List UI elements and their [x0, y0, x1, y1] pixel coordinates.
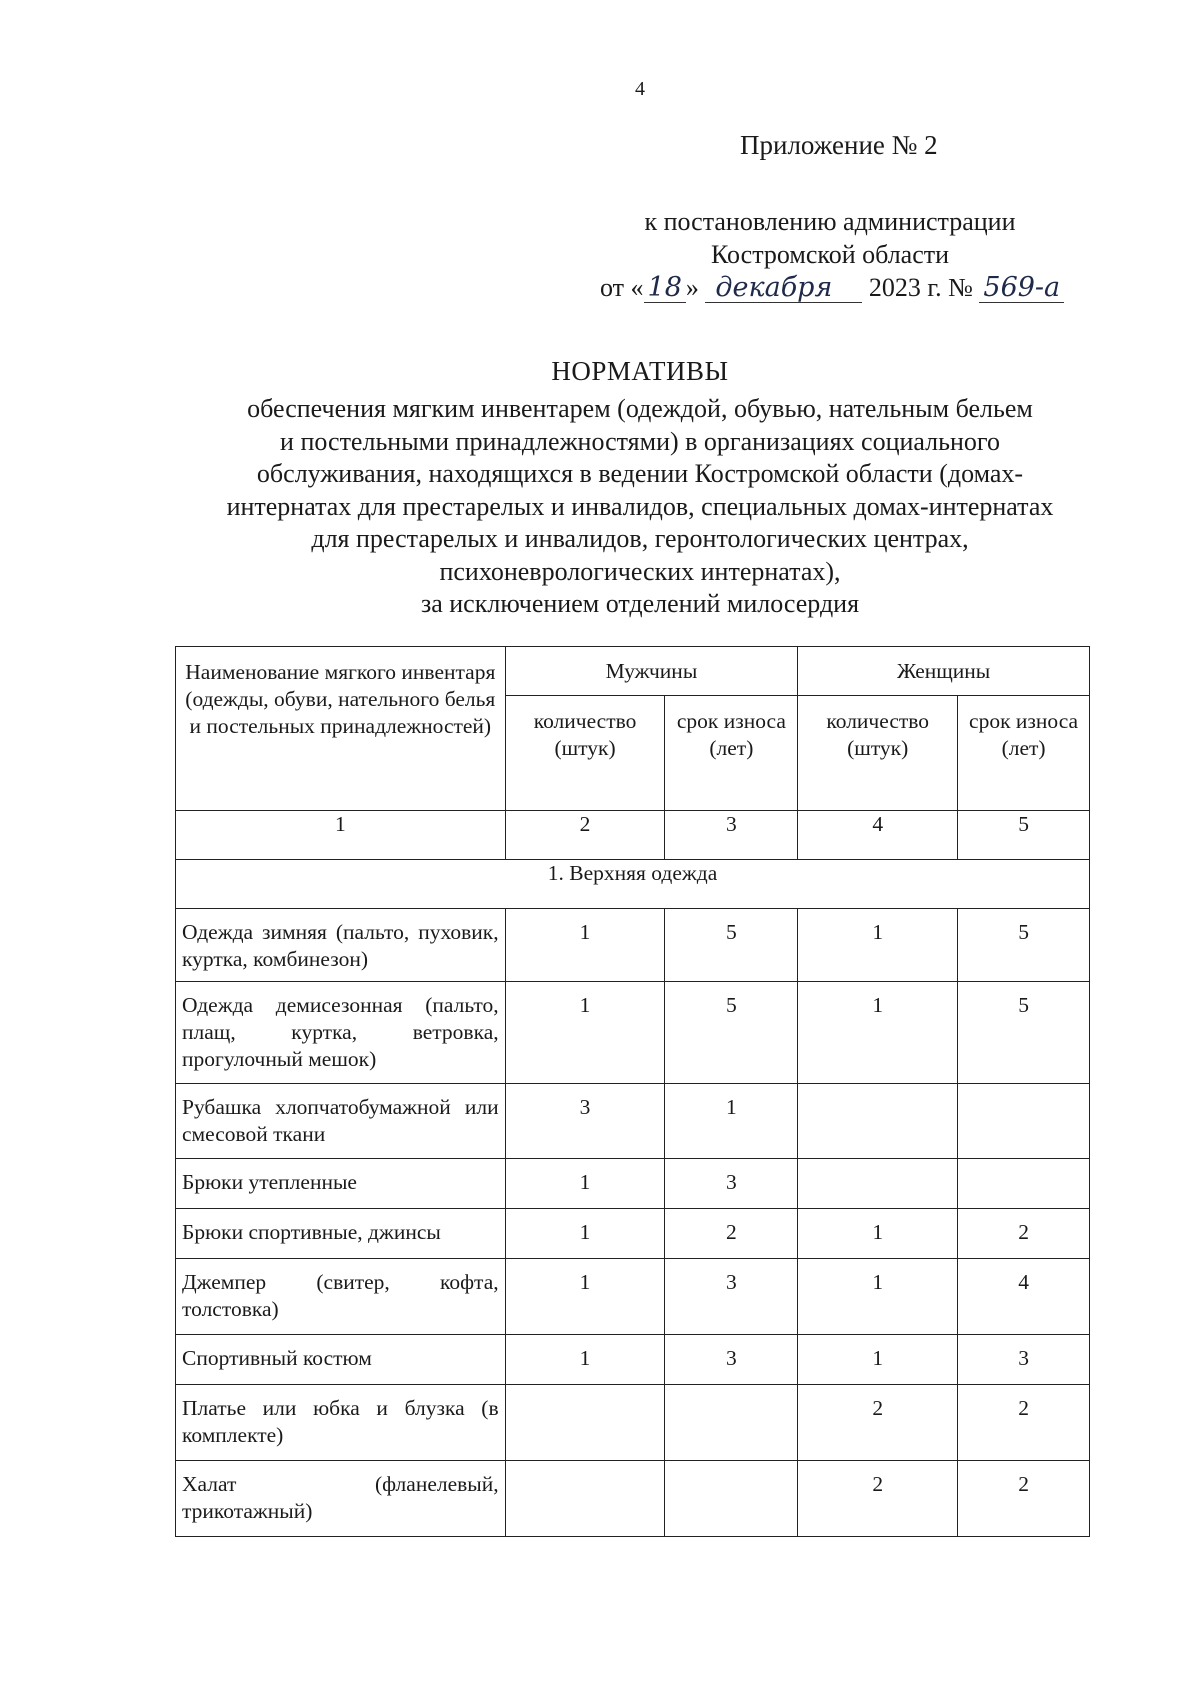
women-quantity: 1 [798, 909, 958, 982]
table-row [176, 1461, 1090, 1537]
women-wear-period: 5 [958, 909, 1090, 982]
table-row [176, 909, 1090, 982]
decree-reference [600, 205, 1060, 304]
norms-table [175, 646, 1090, 1537]
column-number: 5 [958, 811, 1090, 860]
subheading-line: за исключением отделений милосердия [420, 589, 860, 618]
men-quantity [505, 1461, 665, 1537]
table-header-row [176, 647, 1090, 696]
header-men-quantity: количество (штук) [505, 696, 665, 811]
women-quantity: 2 [798, 1385, 958, 1461]
women-quantity [798, 1159, 958, 1209]
item-name: Спортивный костюм [176, 1335, 506, 1385]
men-wear-period: 1 [665, 1084, 798, 1159]
men-quantity: 1 [505, 1335, 665, 1385]
item-name: Платье или юбка и блузка (в комплекте) [176, 1385, 506, 1461]
header-women-wear-period: срок износа (лет) [958, 696, 1090, 811]
women-wear-period [958, 1084, 1090, 1159]
handwritten-day: 18 [644, 274, 686, 303]
decree-line-1: к постановлению администрации [644, 207, 1016, 236]
subheading-line: и постельными принадлежностями) в организациях социального [280, 426, 1000, 456]
table-row [176, 1259, 1090, 1335]
men-wear-period: 3 [665, 1259, 798, 1335]
handwritten-month: декабря [705, 274, 862, 303]
column-number-row [176, 811, 1090, 860]
item-name: Одежда демисезонная (пальто, плащ, куртка, ветровка, прогулочный мешок) [176, 982, 506, 1084]
men-quantity [505, 1385, 665, 1461]
header-item-name: Наименование мягкого инвентаря (одежды, обуви, нательного белья и постельных принадлежностей) [176, 647, 506, 811]
men-wear-period: 3 [665, 1159, 798, 1209]
header-men-wear-period: срок износа (лет) [665, 696, 798, 811]
women-wear-period: 2 [958, 1461, 1090, 1537]
women-wear-period: 5 [958, 982, 1090, 1084]
header-women-quantity: количество (штук) [798, 696, 958, 811]
men-wear-period [665, 1461, 798, 1537]
women-quantity: 1 [798, 1259, 958, 1335]
subheading-line: обеспечения мягким инвентарем (одеждой, обувью, нательным бельем [247, 394, 1033, 423]
column-number: 2 [505, 811, 665, 860]
decree-date-line [600, 271, 1060, 304]
women-wear-period: 4 [958, 1259, 1090, 1335]
men-quantity: 1 [505, 1259, 665, 1335]
item-name: Халат (фланелевый, трикотажный) [176, 1461, 506, 1537]
subheading-line: интернатах для престарелых и инвалидов, специальных домах-интернатах [226, 491, 1054, 521]
table-row [176, 1335, 1090, 1385]
item-name: Брюки спортивные, джинсы [176, 1209, 506, 1259]
item-name: Рубашка хлопчатобумажной или смесовой ткани [176, 1084, 506, 1159]
women-wear-period: 3 [958, 1335, 1090, 1385]
women-wear-period: 2 [958, 1209, 1090, 1259]
table-row [176, 1209, 1090, 1259]
document-heading: НОРМАТИВЫ [551, 356, 729, 386]
subheading-line: для престарелых и инвалидов, геронтологических центрах, [311, 524, 969, 553]
header-women: Женщины [798, 647, 1090, 696]
decree-line-2: Костромской области [710, 240, 950, 269]
men-quantity: 1 [505, 982, 665, 1084]
section-title: 1. Верхняя одежда [176, 860, 1090, 909]
decree-year: 2023 г. № [868, 273, 973, 302]
column-number: 1 [176, 811, 506, 860]
page-number: 4 [635, 78, 645, 100]
document-subheading [160, 393, 1120, 621]
column-number: 3 [665, 811, 798, 860]
section-row [176, 860, 1090, 909]
men-wear-period: 5 [665, 982, 798, 1084]
men-wear-period [665, 1385, 798, 1461]
women-quantity: 1 [798, 1335, 958, 1385]
women-quantity: 2 [798, 1461, 958, 1537]
men-quantity: 1 [505, 1159, 665, 1209]
women-wear-period [958, 1159, 1090, 1209]
item-name: Брюки утепленные [176, 1159, 506, 1209]
table-row [176, 1159, 1090, 1209]
men-wear-period: 3 [665, 1335, 798, 1385]
header-men: Мужчины [505, 647, 798, 696]
decree-date-mid: » [685, 273, 699, 302]
men-wear-period: 5 [665, 909, 798, 982]
item-name: Одежда зимняя (пальто, пуховик, куртка, комбинезон) [176, 909, 506, 982]
men-quantity: 1 [505, 909, 665, 982]
women-wear-period: 2 [958, 1385, 1090, 1461]
men-quantity: 1 [505, 1209, 665, 1259]
item-name: Джемпер (свитер, кофта, толстовка) [176, 1259, 506, 1335]
table-row [176, 1084, 1090, 1159]
women-quantity [798, 1084, 958, 1159]
subheading-line: обслуживания, находящихся в ведении Костромской области (домах- [256, 459, 1024, 488]
decree-date-prefix: от « [600, 273, 644, 302]
table-row [176, 1385, 1090, 1461]
subheading-line: психоневрологических интернатах), [439, 556, 841, 586]
men-quantity: 3 [505, 1084, 665, 1159]
women-quantity: 1 [798, 1209, 958, 1259]
men-wear-period: 2 [665, 1209, 798, 1259]
appendix-title: Приложение № 2 [740, 130, 938, 160]
table-row [176, 982, 1090, 1084]
column-number: 4 [798, 811, 958, 860]
women-quantity: 1 [798, 982, 958, 1084]
handwritten-decree-number: 569-а [979, 274, 1064, 303]
